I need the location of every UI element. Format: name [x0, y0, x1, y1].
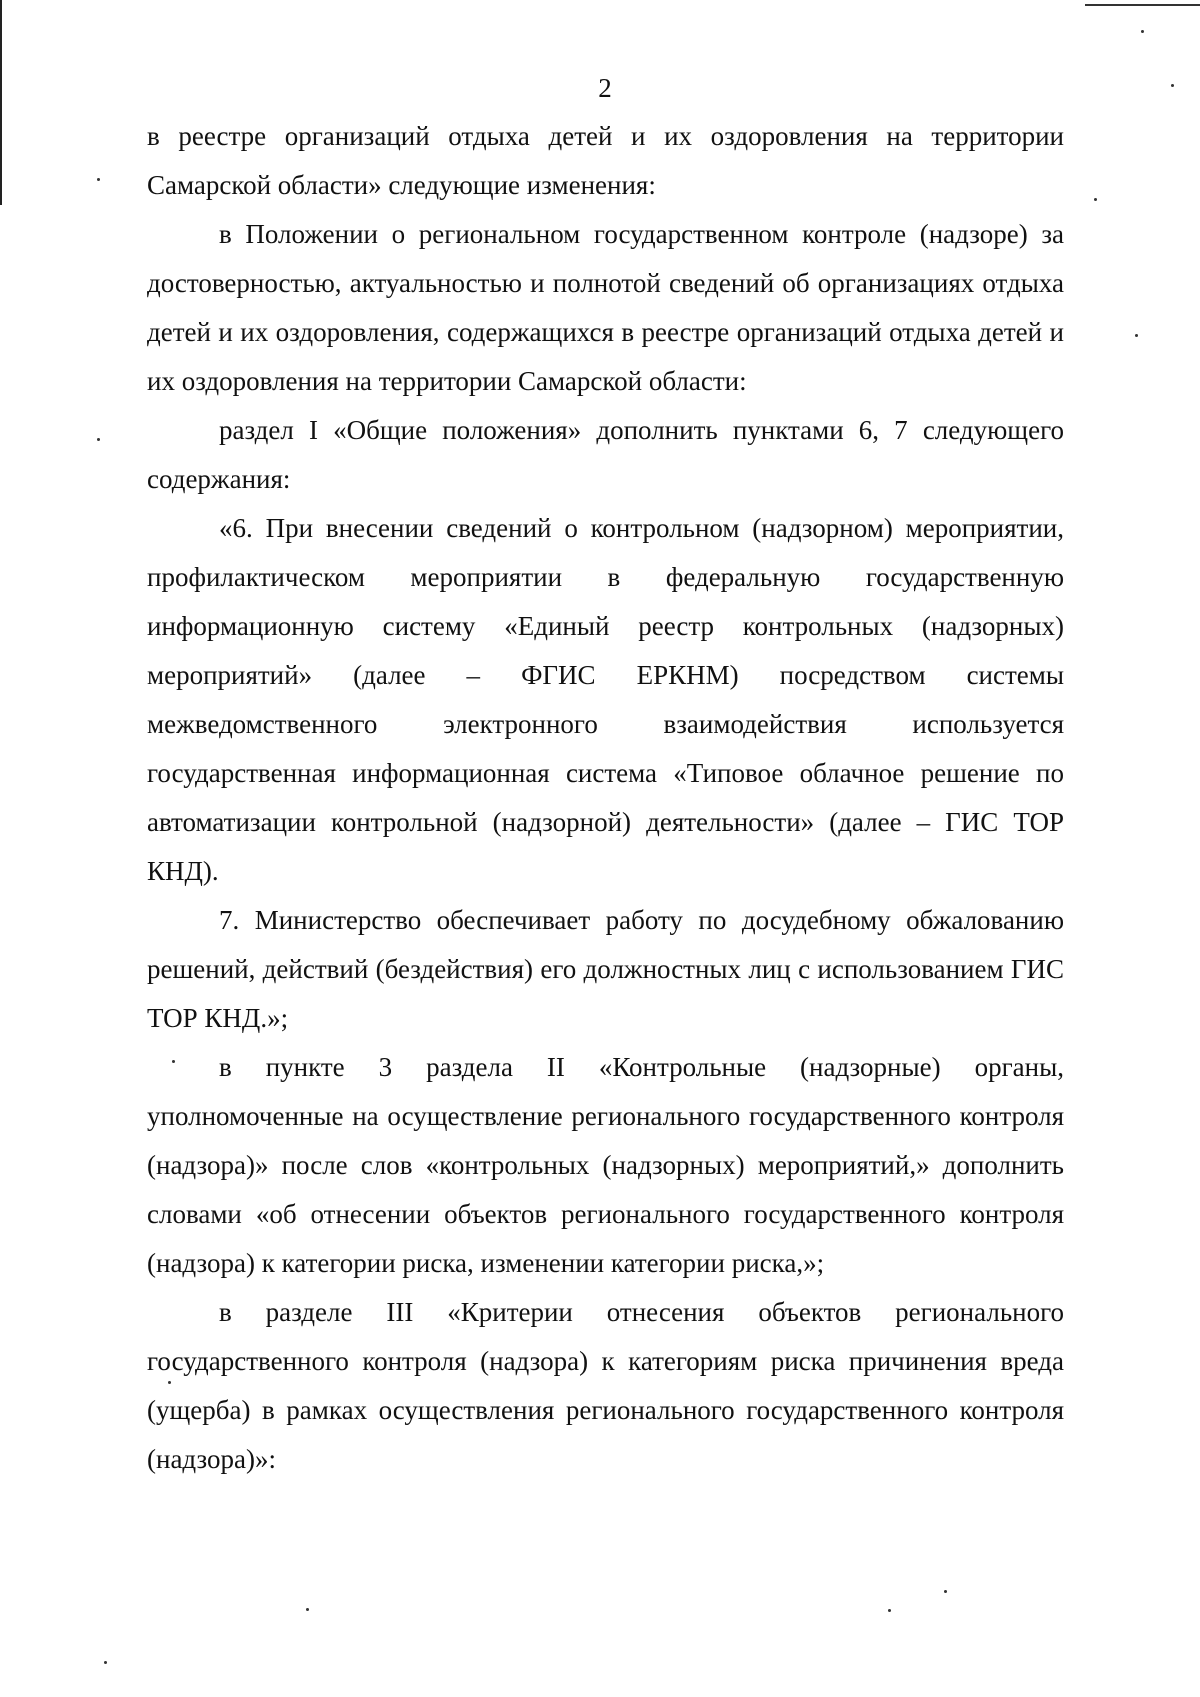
paragraph-item-7: 7. Министерство обеспечивает работу по досудебному обжалованию решений, действий (бездействия) его должностных лиц с использованием ГИС ТОР КНД.»;: [147, 905, 1064, 1033]
paragraph-item-6: «6. При внесении сведений о контрольном (надзорном) мероприятии, профилактическом мероприятии в федеральную государственную информационную систему «Единый реестр контрольных (надзорных) мероприятий» (далее – ФГИС ЕРКНМ) посредством системы межведомственного электронного взаимодействия используется государственная информационная система «Типовое облачное решение по автоматизации контрольной (надзорной) деятельности» (далее – ГИС ТОР КНД).: [147, 513, 1064, 886]
scan-speck: [1135, 334, 1138, 337]
scan-speck: [888, 1609, 891, 1612]
paragraph-regulation: в Положении о региональном государственном контроле (надзоре) за достоверностью, актуальностью и полнотой сведений об организациях отдыха детей и их оздоровления, содержащихся в реестре организаций отдыха детей и их оздоровления на территории Самарской области:: [147, 219, 1064, 396]
paragraph-section-3: в разделе III «Критерии отнесения объектов регионального государственного контроля (надзора) к категориям риска причинения вреда (ущерба) в рамках осуществления регионального государственного контроля (надзора)»:: [147, 1297, 1064, 1474]
scan-speck: [168, 1381, 171, 1384]
scan-speck: [1094, 198, 1097, 201]
document-body: [147, 112, 1064, 1484]
scan-speck: [1171, 84, 1174, 87]
scan-speck: [97, 438, 100, 441]
paragraph-section-1: раздел I «Общие положения» дополнить пунктами 6, 7 следующего содержания:: [147, 415, 1064, 494]
scan-speck: [1141, 30, 1144, 33]
scan-speck: [97, 178, 100, 181]
scan-top-rule: [1085, 4, 1200, 6]
page-number: 2: [598, 73, 612, 103]
paragraph-intro: в реестре организаций отдыха детей и их оздоровления на территории Самарской области» следующие изменения:: [147, 121, 1064, 200]
scan-speck: [104, 1661, 107, 1664]
paragraph-section-2: в пункте 3 раздела II «Контрольные (надзорные) органы, уполномоченные на осуществление регионального государственного контроля (надзора)» после слов «контрольных (надзорных) мероприятий,» дополнить словами «об отнесении объектов регионального государственного контроля (надзора) к категории риска, изменении категории риска,»;: [147, 1052, 1064, 1278]
scan-speck: [306, 1608, 309, 1611]
scan-speck: [944, 1590, 947, 1593]
scan-speck: [172, 1060, 175, 1063]
